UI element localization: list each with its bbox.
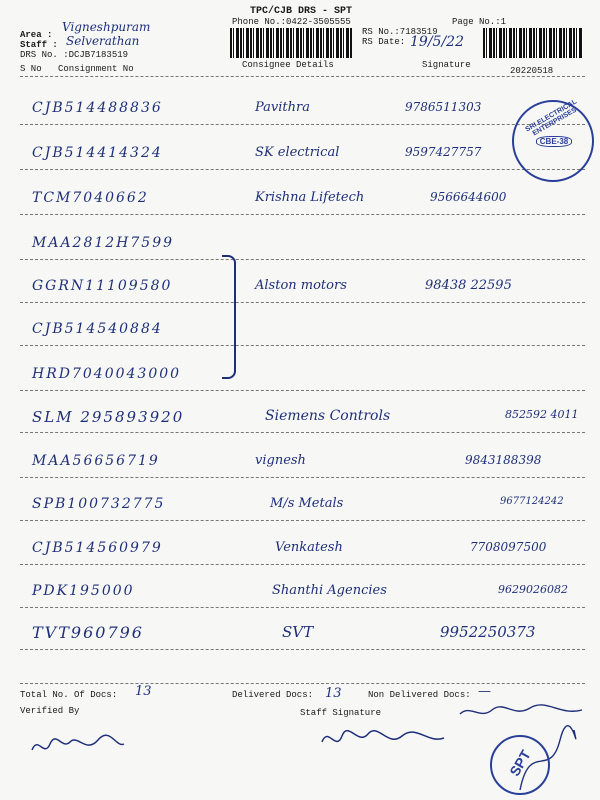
consignee-name: Shanthi Agencies (272, 583, 387, 598)
row-divider (20, 477, 585, 478)
consignee-name: SK electrical (255, 145, 340, 160)
total-docs-label: Total No. Of Docs: (20, 690, 118, 700)
consignment-number: MAA56656719 (32, 453, 160, 469)
consignment-number: CJB514488836 (32, 100, 163, 116)
consignee-name: Siemens Controls (265, 408, 391, 424)
staff-signature (318, 724, 448, 754)
row-divider (20, 607, 585, 608)
barcode-right (483, 28, 583, 58)
signature-phone: 9566644600 (430, 190, 507, 204)
rs-number: RS No.:7183519 (362, 27, 438, 37)
table-row (0, 366, 600, 406)
table-row (0, 496, 600, 536)
signature-phone: 9677124242 (500, 496, 564, 507)
consignment-number: CJB514540884 (32, 321, 163, 337)
table-row (0, 321, 600, 361)
non-delivered-docs-value: — (478, 684, 491, 699)
row-divider (20, 214, 585, 215)
phone-number: Phone No.:0422-3505555 (232, 17, 351, 27)
table-row (0, 235, 600, 275)
spt-stamp-text: SPT (506, 747, 534, 779)
consignee-name: SVT (282, 623, 314, 641)
signature-phone: 9786511303 (405, 100, 482, 114)
col-consignee: Consignee Details (242, 60, 334, 70)
table-row (0, 453, 600, 493)
verifier-signature (28, 730, 128, 760)
consignee-name: vignesh (255, 453, 306, 468)
table-row (0, 623, 600, 663)
consignment-number: TCM7040662 (32, 190, 149, 206)
signature-phone: 9629026082 (498, 583, 568, 596)
rs-date-value: 19/5/22 (410, 34, 464, 50)
signature-phone: 9597427757 (405, 145, 482, 159)
consignment-number: SPB100732775 (32, 496, 166, 512)
row-divider (20, 649, 585, 650)
consignment-number: TVT960796 (32, 623, 144, 642)
area-value: Vigneshpuram (62, 20, 151, 34)
row-divider (20, 345, 585, 346)
page-number: Page No.:1 (452, 17, 507, 27)
footer-divider (20, 683, 585, 684)
barcode-left (230, 28, 352, 58)
signature-phone: 9952250373 (440, 623, 536, 641)
signature-phone: 852592 4011 (505, 408, 579, 421)
drs-number: DRS No. :DCJB7183519 (20, 50, 129, 60)
row-divider (20, 302, 585, 303)
consignee-name: Alston motors (255, 278, 347, 293)
consignee-name: Krishna Lifetech (255, 190, 365, 205)
staff-label: Staff : (20, 40, 58, 50)
consignment-number: HRD7040043000 (32, 366, 182, 382)
staff-signature-label: Staff Signature (300, 708, 382, 718)
consignment-number: CJB514560979 (32, 540, 163, 556)
row-divider (20, 259, 585, 260)
row-divider (20, 390, 585, 391)
rs-date-label: RS Date: (362, 37, 406, 47)
stamp-name: SRI ELECTRICAL ENTERPRISES (524, 98, 579, 138)
row-divider (20, 564, 585, 565)
consignee-name: Venkatesh (275, 540, 343, 555)
table-row (0, 190, 600, 230)
delivered-docs-label: Delivered Docs: (232, 690, 314, 700)
bracket-mark (222, 255, 236, 379)
row-divider (20, 520, 585, 521)
consignment-number: PDK195000 (32, 583, 135, 599)
total-docs-value: 13 (135, 684, 152, 699)
table-row (0, 408, 600, 448)
consignment-number: SLM 295893920 (32, 408, 185, 426)
area-label: Area : (20, 30, 53, 40)
non-delivered-docs-label: Non Delivered Docs: (368, 690, 471, 700)
signature-phone: 7708097500 (470, 540, 547, 554)
header-divider (20, 76, 585, 77)
table-row (0, 100, 600, 140)
consignee-name: Pavithra (255, 100, 310, 115)
col-consignment: Consignment No (58, 64, 134, 74)
consignee-name: M/s Metals (270, 496, 344, 511)
signature-phone: 9843188398 (465, 453, 542, 467)
staff-value: Selverathan (66, 34, 140, 48)
verified-by-label: Verified By (20, 706, 80, 716)
delivered-docs-value: 13 (325, 686, 342, 701)
col-sno: S No (20, 64, 42, 74)
spt-stamp (490, 735, 550, 795)
document-title: TPC/CJB DRS - SPT (250, 6, 353, 17)
table-row (0, 583, 600, 623)
consignment-number: MAA2812H7599 (32, 235, 175, 251)
row-divider (20, 432, 585, 433)
stamp-code: CBE-38 (536, 136, 572, 147)
consignment-number: CJB514414324 (32, 145, 163, 161)
row-divider (20, 124, 585, 125)
table-row (0, 145, 600, 185)
row-divider (20, 169, 585, 170)
consignment-number: GGRN11109580 (32, 278, 173, 294)
company-stamp (512, 100, 594, 182)
table-row (0, 540, 600, 580)
col-signature: Signature (422, 60, 471, 70)
date-code: 20220518 (510, 66, 554, 76)
signature-phone: 98438 22595 (425, 278, 512, 293)
table-row (0, 278, 600, 318)
